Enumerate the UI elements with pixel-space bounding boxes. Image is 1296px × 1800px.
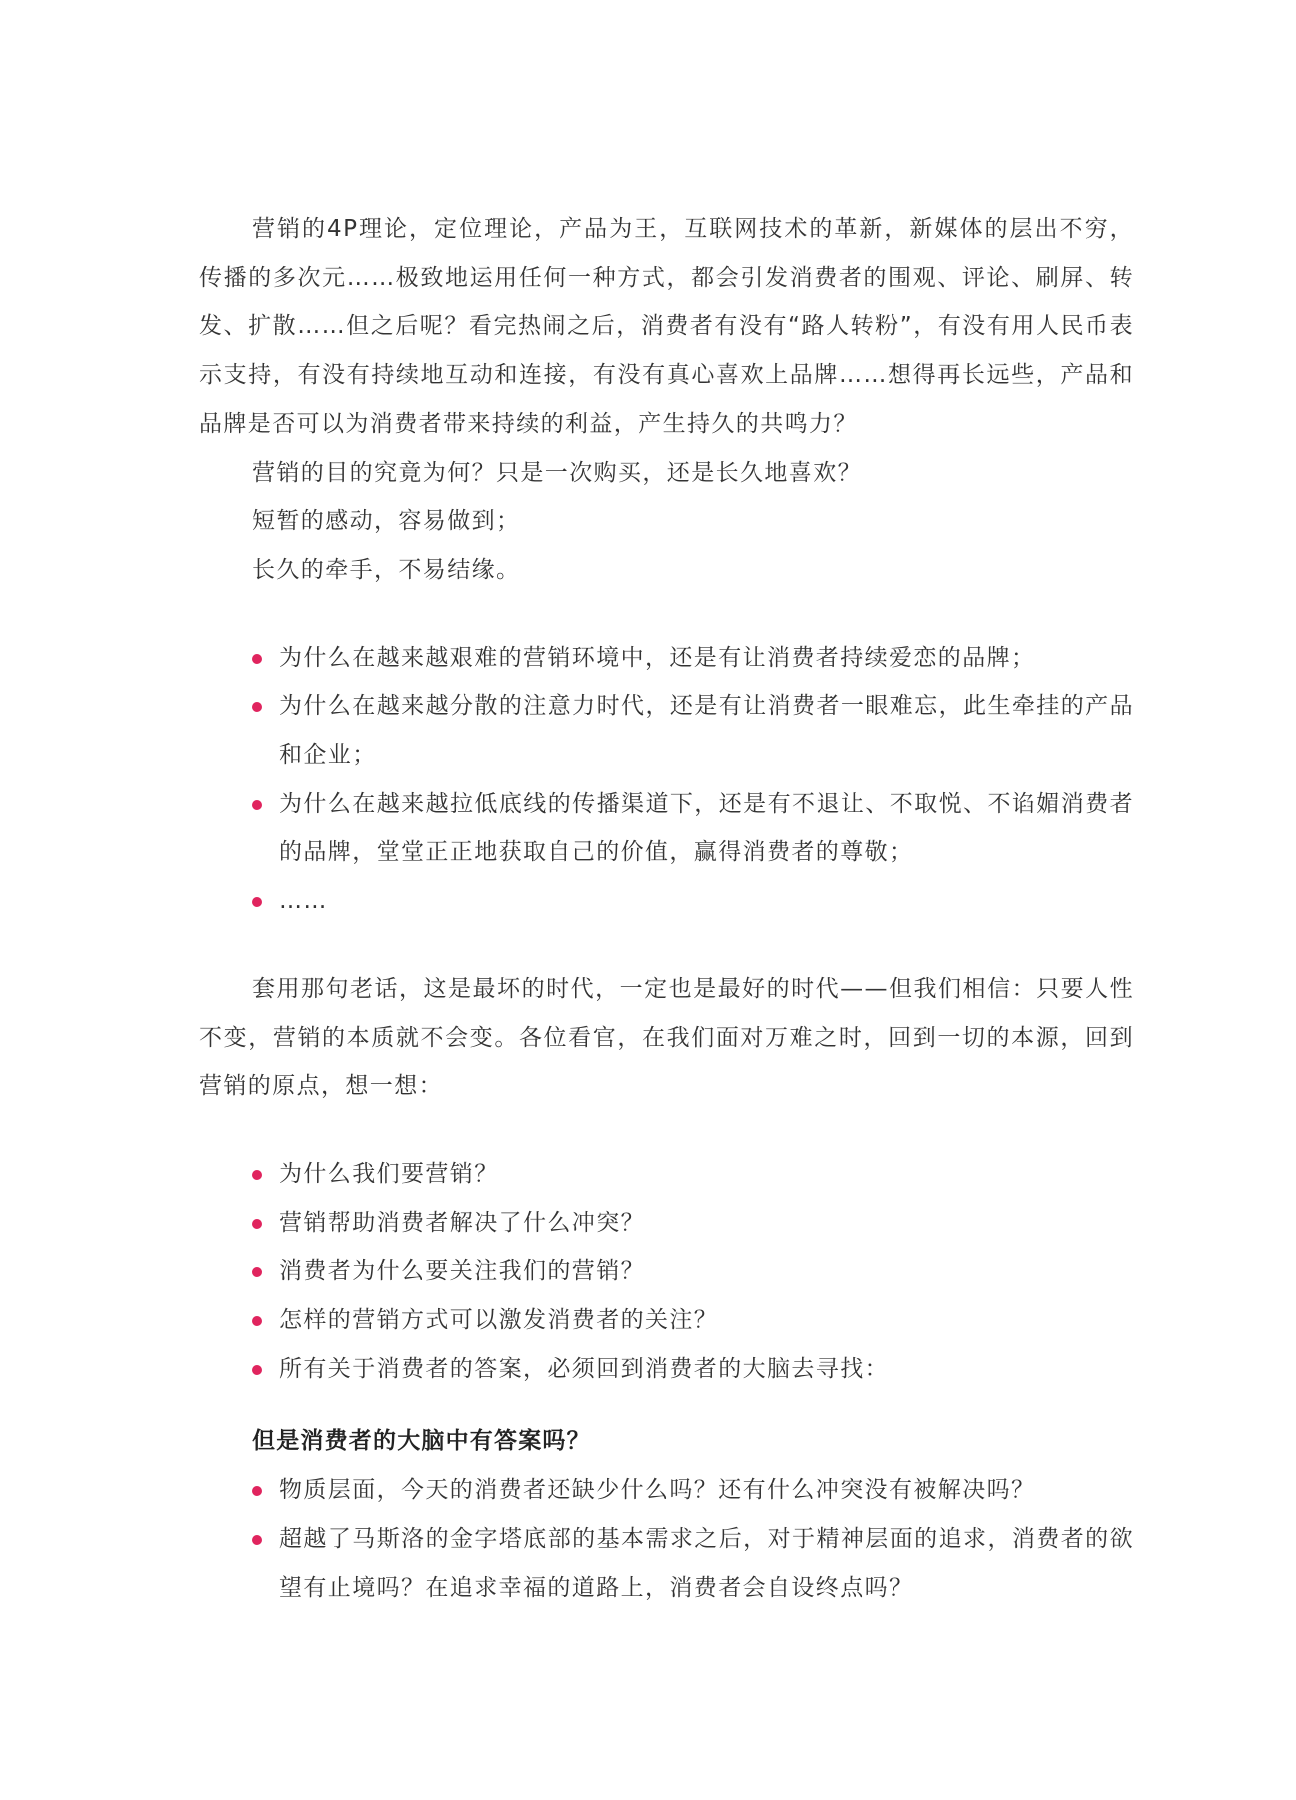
- list-item: [199, 1345, 1134, 1394]
- list-item: [199, 780, 1134, 877]
- intro-line-4: 长久的牵手，不易结缘。: [252, 556, 521, 583]
- list-item-text: 为什么我们要营销？: [279, 1160, 499, 1187]
- bullet-dot-icon: [252, 1316, 262, 1326]
- bullet-list-3: [199, 1466, 1134, 1612]
- list-item: [199, 1515, 1134, 1612]
- list-item: [199, 1247, 1134, 1296]
- intro-paragraph-2: 营销的目的究竟为何？只是一次购买，还是长久地喜欢？: [252, 459, 862, 486]
- bullet-dot-icon: [252, 1170, 262, 1180]
- spacer: [199, 595, 1134, 634]
- intro-line-3: 短暂的感动，容易做到；: [252, 508, 521, 535]
- list-item-text: 消费者为什么要关注我们的营销？: [279, 1258, 645, 1285]
- list-item: [199, 634, 1134, 683]
- spacer: [199, 1111, 1134, 1150]
- list-item: [199, 1199, 1134, 1248]
- document-page: [199, 205, 1134, 1612]
- bullet-dot-icon: [252, 800, 262, 810]
- spacer: [199, 926, 1134, 965]
- bullet-list-2: [199, 1150, 1134, 1394]
- list-item: [199, 877, 1134, 926]
- bullet-dot-icon: [252, 1486, 262, 1496]
- list-item-text: 为什么在越来越分散的注意力时代，还是有让消费者一眼难忘，此生牵挂的产品和企业；: [279, 693, 1134, 769]
- bullet-dot-icon: [252, 1535, 262, 1545]
- list-item-text: 为什么在越来越拉低底线的传播渠道下，还是有不退让、不取悦、不谄媚消费者的品牌，堂堂正正地获取自己的价值，赢得消费者的尊敬；: [279, 790, 1134, 866]
- list-item-text: 物质层面，今天的消费者还缺少什么吗？还有什么冲突没有被解决吗？: [279, 1477, 1036, 1504]
- bullet-dot-icon: [252, 654, 262, 664]
- list-item-text: 为什么在越来越艰难的营销环境中，还是有让消费者持续爱恋的品牌；: [279, 644, 1036, 671]
- spacer: [199, 1393, 1134, 1417]
- list-item: [199, 1150, 1134, 1199]
- bullet-list-1: [199, 634, 1134, 926]
- list-item-text: 怎样的营销方式可以激发消费者的关注？: [279, 1307, 719, 1334]
- list-item-text: 营销帮助消费者解决了什么冲突？: [279, 1209, 645, 1236]
- bullet-dot-icon: [252, 1267, 262, 1277]
- list-item: [199, 682, 1134, 779]
- list-item: [199, 1296, 1134, 1345]
- list-item-text: 超越了马斯洛的金字塔底部的基本需求之后，对于精神层面的追求，消费者的欲望有止境吗？在追求幸福的道路上，消费者会自设终点吗？: [279, 1525, 1134, 1601]
- bullet-dot-icon: [252, 1365, 262, 1375]
- list-item-text: ……: [279, 888, 328, 915]
- bullet-dot-icon: [252, 1219, 262, 1229]
- bullet-dot-icon: [252, 897, 262, 907]
- list-item: [199, 1466, 1134, 1515]
- bullet-dot-icon: [252, 702, 262, 712]
- intro-paragraph-1: 营销的4P理论，定位理论，产品为王，互联网技术的革新，新媒体的层出不穷，传播的多次元……极致地运用任何一种方式，都会引发消费者的围观、评论、刷屏、转发、扩散……但之后呢？看完热闹之后，消费者有没有“路人转粉”，有没有用人民币表示支持，有没有持续地互动和连接，有没有真心喜欢上品牌……想得再长远些，产品和品牌是否可以为消费者带来持续的利益，产生持久的共鸣力？: [199, 216, 1134, 437]
- middle-paragraph: 套用那句老话，这是最坏的时代，一定也是最好的时代——但我们相信：只要人性不变，营销的本质就不会变。各位看官，在我们面对万难之时，回到一切的本源，回到营销的原点，想一想：: [199, 975, 1134, 1100]
- section-heading: 但是消费者的大脑中有答案吗？: [252, 1428, 591, 1455]
- list-item-text: 所有关于消费者的答案，必须回到消费者的大脑去寻找：: [279, 1355, 889, 1382]
